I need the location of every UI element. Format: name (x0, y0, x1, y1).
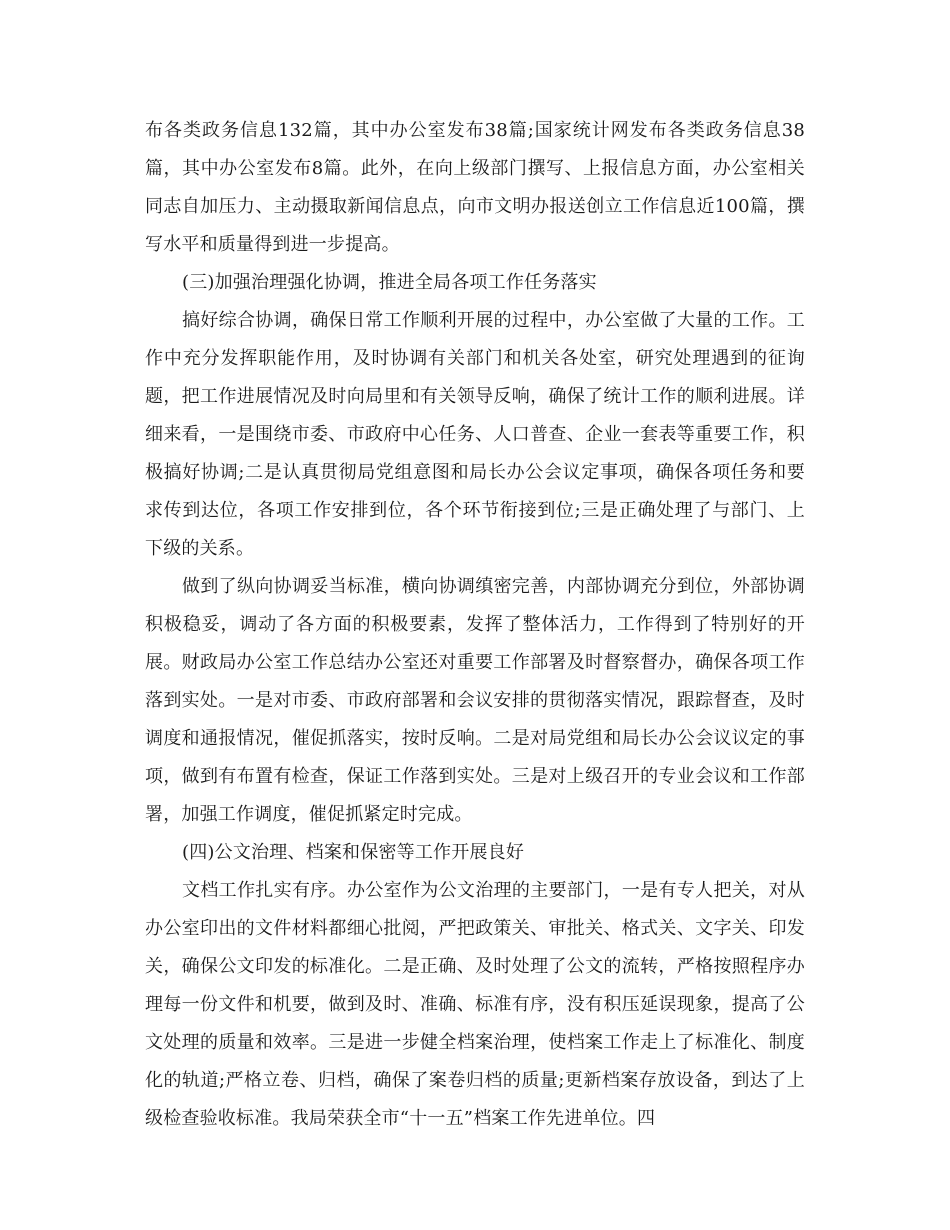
document-body (145, 112, 805, 1138)
paragraph-continued: 布各类政务信息132篇，其中办公室发布38篇;国家统计网发布各类政务信息38篇，其中办公室发布8篇。此外，在向上级部门撰写、上报信息方面，办公室相关同志自加压力、主动摄取新闻信息点，向市文明办报送创立工作信息近100篇，撰写水平和质量得到进一步提高。 (145, 120, 805, 255)
paragraph-supervision: 做到了纵向协调妥当标准，横向协调缜密完善，内部协调充分到位，外部协调积极稳妥，调动了各方面的积极要素，发挥了整体活力，工作得到了特别好的开展。财政局办公室工作总结办公室还对重要工作部署及时督察督办，确保各项工作落到实处。一是对市委、市政府部署和会议安排的贯彻落实情况，跟踪督查，及时调度和通报情况，催促抓落实，按时反响。二是对局党组和局长办公会议议定的事项，做到有布置有检查，保证工作落到实处。三是对上级召开的专业会议和工作部署，加强工作调度，催促抓紧定时完成。 (145, 576, 805, 825)
paragraph-archives: 文档工作扎实有序。办公室作为公文治理的主要部门，一是有专人把关，对从办公室印出的文件材料都细心批阅，严把政策关、审批关、格式关、文字关、印发关，确保公文印发的标准化。二是正确、及时处理了公文的流转，严格按照程序办理每一份文件和机要，做到及时、准确、标准有序，没有积压延误现象，提高了公文处理的质量和效率。三是进一步健全档案治理，使档案工作走上了标准化、制度化的轨道;严格立卷、归档，确保了案卷归档的质量;更新档案存放设备，到达了上级检查验收标准。我局荣获全市“十一五”档案工作先进单位。四 (145, 880, 805, 1129)
section-heading-4: (四)公文治理、档案和保密等工作开展良好 (182, 842, 525, 863)
section-heading-3: (三)加强治理强化协调，推进全局各项工作任务落实 (182, 272, 597, 293)
paragraph-coordination: 搞好综合协调，确保日常工作顺利开展的过程中，办公室做了大量的工作。工作中充分发挥职能作用，及时协调有关部门和机关各处室，研究处理遇到的征询题，把工作进展情况及时向局里和有关领导反响，确保了统计工作的顺利进展。详细来看，一是围绕市委、市政府中心任务、人口普查、企业一套表等重要工作，积极搞好协调;二是认真贯彻局党组意图和局长办公会议定事项，确保各项任务和要求传到达位，各项工作安排到位，各个环节衔接到位;三是正确处理了与部门、上下级的关系。 (145, 310, 805, 559)
